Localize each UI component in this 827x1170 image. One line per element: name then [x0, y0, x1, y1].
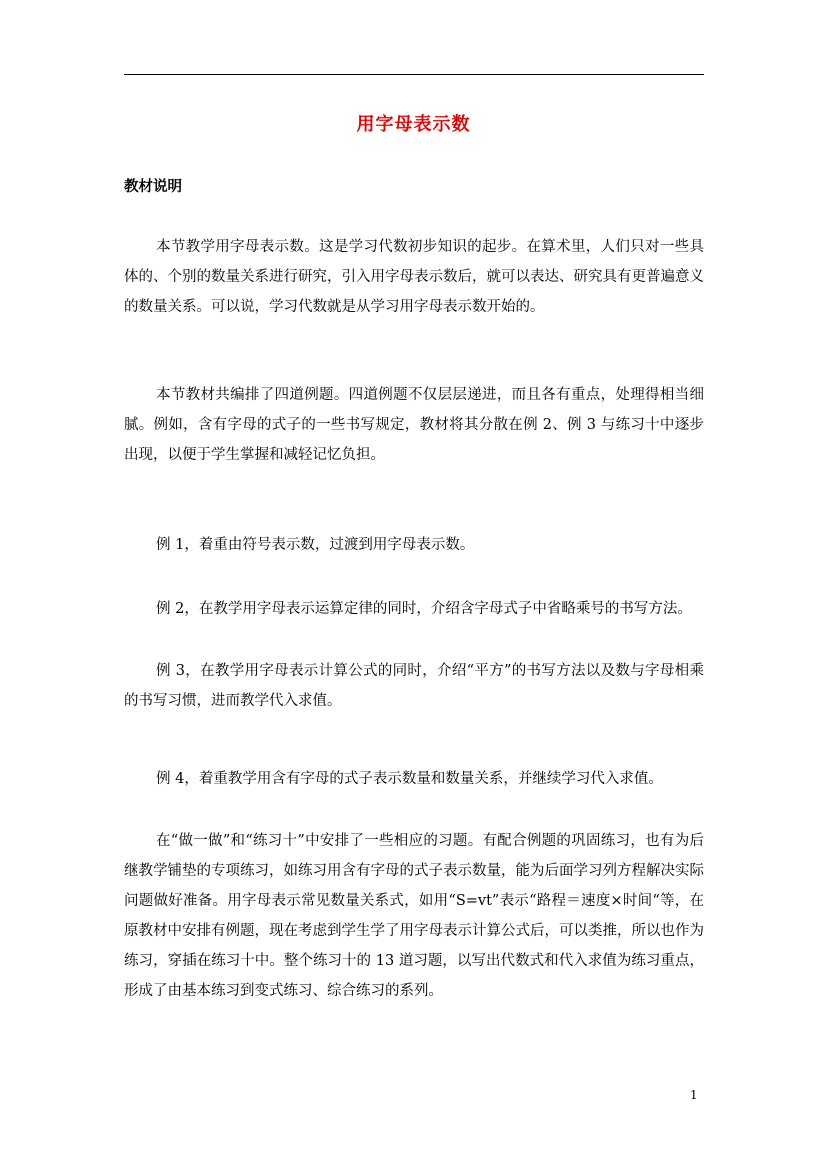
paragraph-example-4: 例 4，着重教学用含有字母的式子表示数量和数量关系，并继续学习代入求值。 [156, 771, 663, 787]
paragraph-examples-overview: 本节教材共编排了四道例题。四道例题不仅层层递进，而且各有重点，处理得相当细腻。例如，含有字母的式子的一些书写规定，教材将其分散在例 2、例 3 与练习十中逐步出现，以便于学生掌握和减轻记忆负担。 [124, 387, 704, 463]
paragraph-example-2: 例 2，在教学用字母表示运算定律的同时，介绍含字母式子中省略乘号的书写方法。 [156, 601, 692, 617]
paragraph-example-3: 例 3，在教学用字母表示计算公式的同时，介绍“平方”的书写方法以及数与字母相乘的书写习惯，进而教学代入求值。 [124, 663, 704, 709]
paragraph-example-1: 例 1，着重由符号表示数，过渡到用字母表示数。 [156, 537, 475, 553]
header-rule [124, 74, 704, 75]
paragraph-exercises: 在“做一做”和“练习十”中安排了一些相应的习题。有配合例题的巩固练习，也有为后继教学铺垫的专项练习，如练习用含有字母的式子表示数量，能为后面学习列方程解决实际问题做好准备。用字母表示常见数量关系式，如用“S=vt”表示“路程＝速度×时间“等，在原教材中安排有例题，现在考虑到学生学了用字母表示计算公式后，可以类推，所以也作为练习，穿插在练习十中。整个练习十的 13 道习题，以写出代数式和代入求值为练习重点，形成了由基本练习到变式练习、综合练习的系列。 [124, 833, 704, 999]
document-title: 用字母表示数 [356, 114, 471, 135]
paragraph-intro: 本节教学用字母表示数。这是学习代数初步知识的起步。在算术里，人们只对一些具体的、个别的数量关系进行研究，引入用字母表示数后，就可以表达、研究具有更普遍意义的数量关系。可以说，学习代数就是从学习用字母表示数开始的。 [124, 239, 704, 315]
page-number: 1 [690, 1088, 698, 1102]
section-heading: 教材说明 [124, 178, 182, 195]
